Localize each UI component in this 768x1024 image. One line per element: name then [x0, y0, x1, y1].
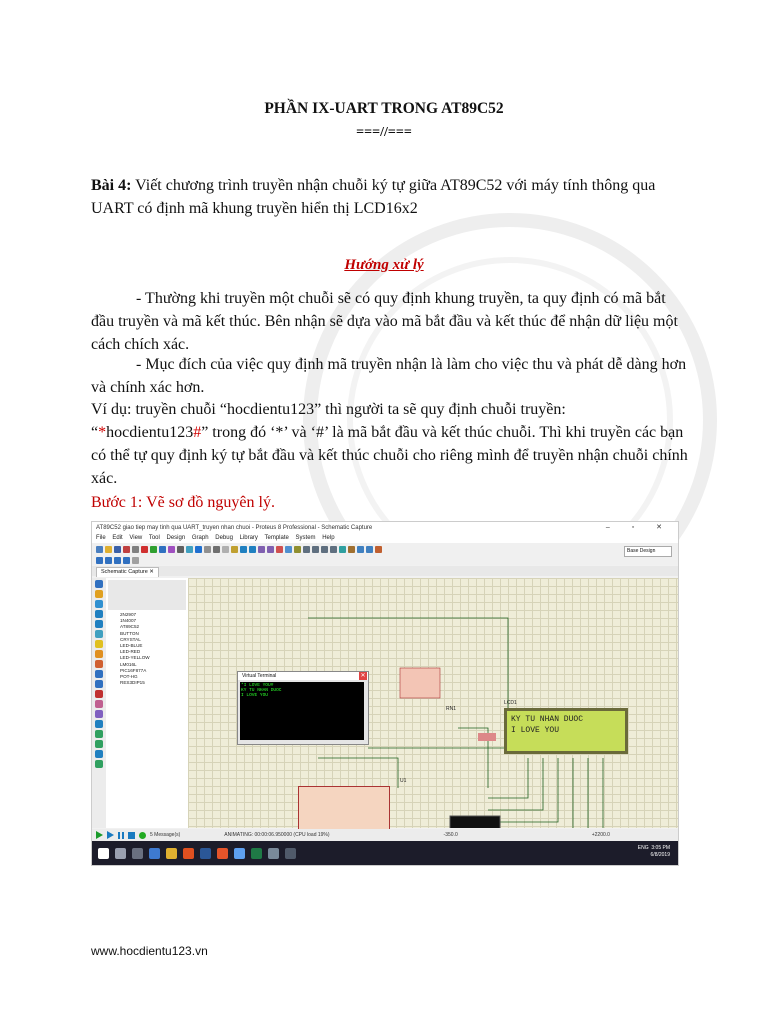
- example-end-code: #: [193, 424, 202, 441]
- copy-icon[interactable]: [285, 546, 292, 553]
- device-preview: [108, 580, 186, 610]
- search-icon[interactable]: [366, 546, 373, 553]
- block-delete-icon[interactable]: [330, 546, 337, 553]
- wire-label-icon[interactable]: [95, 610, 103, 618]
- menu-system[interactable]: System: [295, 535, 316, 541]
- menu-library[interactable]: Library: [239, 535, 258, 541]
- menu-edit[interactable]: Edit: [112, 535, 123, 541]
- print-icon[interactable]: [132, 546, 139, 553]
- lcd-display: [504, 708, 628, 754]
- mode-toolbar: [92, 578, 106, 828]
- mcu-label: U1: [400, 778, 407, 784]
- pan-icon[interactable]: [231, 546, 238, 553]
- example-word: hocdientu123: [106, 424, 194, 441]
- circle-icon[interactable]: [95, 740, 103, 748]
- step-icon[interactable]: [107, 831, 114, 839]
- menu-design[interactable]: Design: [166, 535, 186, 541]
- undo-icon[interactable]: [258, 546, 265, 553]
- device-item[interactable]: LED-BLUE: [120, 643, 143, 649]
- origin-icon[interactable]: [222, 546, 229, 553]
- example-rest: ” trong đó ‘*’ và ‘#’ là mã bắt đầu và kết thúc chuỗi. Thì khi truyền các bạn có thể tự quy định ký tự bắt đầu và kết thúc chuỗi cho riêng mình để truyền nhận chuỗi chính xác.: [91, 424, 688, 487]
- chrome-icon[interactable]: [217, 848, 228, 859]
- message-status-icon: [139, 832, 146, 839]
- task-label: Bài 4:: [91, 177, 132, 194]
- cut-icon[interactable]: [276, 546, 283, 553]
- lcd-line-1: KY TU NHAN DUOC: [511, 715, 584, 724]
- proteus-icon[interactable]: [268, 848, 279, 859]
- block-rotate-icon[interactable]: [321, 546, 328, 553]
- stop-icon[interactable]: [128, 832, 135, 839]
- message-count[interactable]: 5 Message(s): [150, 832, 181, 838]
- design-dropdown[interactable]: Base Design: [624, 546, 672, 557]
- wire-autorouter-icon[interactable]: [357, 546, 364, 553]
- resistor-network-label: RN1: [446, 706, 457, 712]
- menu-debug[interactable]: Debug: [215, 535, 233, 541]
- footer-url: www.hocdientu123.vn: [91, 944, 208, 958]
- example-paragraph: [91, 398, 691, 490]
- close-project-icon[interactable]: [123, 546, 130, 553]
- zoom-area-icon[interactable]: [105, 557, 112, 564]
- save-icon[interactable]: [114, 546, 121, 553]
- device-item[interactable]: RES3DIP15: [120, 680, 145, 686]
- file-explorer-icon[interactable]: [166, 848, 177, 859]
- device-item[interactable]: PIC16F877A: [120, 667, 147, 673]
- device-panel: [106, 578, 189, 828]
- task-view-icon[interactable]: [132, 848, 143, 859]
- coord-y: +2200.0: [591, 832, 610, 838]
- help-icon[interactable]: [195, 546, 202, 553]
- refresh-icon[interactable]: [204, 546, 211, 553]
- junction-icon[interactable]: [95, 600, 103, 608]
- system-tray: [638, 845, 670, 859]
- excel-icon[interactable]: [251, 848, 262, 859]
- home-icon[interactable]: [141, 546, 148, 553]
- device-item[interactable]: 1N4007: [120, 618, 137, 624]
- page-title: PHẦN IX-UART TRONG AT89C52: [264, 100, 504, 117]
- menu-file[interactable]: File: [96, 535, 106, 541]
- 3d-icon[interactable]: [168, 546, 175, 553]
- zoom-out-small-icon[interactable]: [123, 557, 130, 564]
- zoom-in-small-icon[interactable]: [114, 557, 121, 564]
- main-toolbar: [92, 543, 678, 555]
- windows-start-icon[interactable]: [98, 848, 109, 859]
- simulation-statusbar: [92, 829, 678, 841]
- skype-icon[interactable]: [234, 848, 245, 859]
- edge-icon[interactable]: [149, 848, 160, 859]
- device-item[interactable]: POT-HG: [120, 674, 138, 680]
- animating-status: ANIMATING: 00:00:06.950000 (CPU load 19%): [224, 832, 330, 838]
- redo-icon[interactable]: [267, 546, 274, 553]
- title-separator: ===//===: [356, 125, 412, 140]
- terminal-line: I LOVE YOU: [241, 693, 269, 698]
- zoom-out-icon[interactable]: [249, 546, 256, 553]
- gerber-icon[interactable]: [177, 546, 184, 553]
- tray-language[interactable]: ENG: [637, 845, 649, 851]
- device-item[interactable]: LM016L: [120, 661, 137, 667]
- box-icon[interactable]: [95, 730, 103, 738]
- pin-mode-icon[interactable]: [95, 660, 103, 668]
- menu-view[interactable]: View: [129, 535, 143, 541]
- block-move-icon[interactable]: [312, 546, 319, 553]
- tray-date[interactable]: 6/8/2019: [650, 852, 670, 858]
- generator-mode-icon[interactable]: [95, 690, 103, 698]
- close-icon[interactable]: ✕: [360, 673, 366, 679]
- example-detail: [91, 421, 691, 490]
- menu-bar: [92, 534, 678, 543]
- bom-icon[interactable]: [186, 546, 193, 553]
- tape-recorder-icon[interactable]: [95, 680, 103, 688]
- pcb-icon[interactable]: [159, 546, 166, 553]
- terminal-screen: [240, 682, 364, 740]
- property-tool-icon[interactable]: [375, 546, 382, 553]
- virtual-terminal-window[interactable]: [237, 671, 369, 745]
- window-controls[interactable]: – ▫ ✕: [605, 524, 672, 531]
- window-title: AT89C52 giao tiep may tinh qua UART_truyen nhan chuoi - Proteus 8 Professional - Schematic Capture: [96, 525, 373, 531]
- pause-icon[interactable]: [118, 832, 124, 839]
- device-list: [106, 612, 188, 686]
- menu-help[interactable]: Help: [322, 535, 335, 541]
- device-item[interactable]: 2N2907: [120, 612, 137, 617]
- windows-taskbar: [92, 841, 678, 865]
- lcd-label: LCD1: [504, 700, 517, 706]
- terminal-title: Virtual Terminal: [238, 672, 368, 680]
- lcd-line-2: I LOVE YOU: [511, 726, 560, 735]
- terminal-line: KY TU NHAN DUOC: [241, 688, 282, 693]
- block-copy-icon[interactable]: [303, 546, 310, 553]
- guide-heading: Hướng xử lý: [344, 257, 424, 273]
- tray-time[interactable]: 3:05 PM: [651, 845, 670, 851]
- voltage-probe-icon[interactable]: [95, 700, 103, 708]
- terminal-mode-icon[interactable]: [95, 650, 103, 658]
- open-folder-icon[interactable]: [105, 546, 112, 553]
- center-icon[interactable]: [132, 557, 139, 564]
- window-titlebar: [92, 522, 678, 534]
- tab-bar: [92, 566, 678, 576]
- firefox-icon[interactable]: [183, 848, 194, 859]
- search-icon[interactable]: [115, 848, 126, 859]
- zoom-in-icon[interactable]: [240, 546, 247, 553]
- play-icon[interactable]: [96, 831, 103, 839]
- example-open-quote: “: [91, 424, 99, 441]
- bus-icon[interactable]: [95, 630, 103, 638]
- virtual-instrument-icon[interactable]: [95, 710, 103, 718]
- example-start-code: *: [98, 424, 107, 441]
- pick-device-icon[interactable]: [339, 546, 346, 553]
- symbol-icon[interactable]: [95, 760, 103, 768]
- zoom-fit-icon[interactable]: [96, 557, 103, 564]
- make-device-icon[interactable]: [348, 546, 355, 553]
- paragraph-2: - Mục đích của việc quy định mã truyền nhận là làm cho việc thu và phát dễ dàng hơn và chính xác hơn.: [91, 356, 687, 396]
- terminal-line: *I LOVE YOU#: [241, 683, 274, 688]
- menu-tool[interactable]: Tool: [148, 535, 160, 541]
- paragraph-1: - Thường khi truyền một chuỗi sẽ có quy định khung truyền, ta quy định có mã bắt đầu truyền và mã kết thúc. Bên nhận sẽ dựa vào mã bắt đầu và kết thúc để nhận dữ liệu một cách chích xác.: [91, 290, 678, 353]
- graph-mode-icon[interactable]: [95, 670, 103, 678]
- example-line: Ví dụ: truyền chuỗi “hocdientu123” thì người ta sẽ quy định chuỗi truyền:: [91, 401, 566, 418]
- paste-icon[interactable]: [294, 546, 301, 553]
- device-item[interactable]: AT89C52: [120, 624, 140, 630]
- step-1-heading: Bước 1: Vẽ sơ đồ nguyên lý.: [91, 494, 275, 511]
- new-file-icon[interactable]: [96, 546, 103, 553]
- subcircuit-icon[interactable]: [95, 640, 103, 648]
- schematic-icon[interactable]: [150, 546, 157, 553]
- tab-schematic-capture[interactable]: Schematic Capture ✕: [96, 567, 159, 577]
- line-icon[interactable]: [95, 720, 103, 728]
- task-text: Viết chương trình truyền nhận chuỗi ký tự giữa AT89C52 với máy tính thông qua UART có định mã khung truyền hiển thị LCD16x2: [91, 177, 656, 217]
- menu-graph[interactable]: Graph: [191, 535, 209, 541]
- schematic-canvas[interactable]: [188, 578, 679, 828]
- component-mode-icon[interactable]: [95, 590, 103, 598]
- task-paragraph: [91, 174, 691, 220]
- word-icon[interactable]: [200, 848, 211, 859]
- coord-x: -350.0: [443, 832, 458, 838]
- device-item[interactable]: CRYSTAL: [120, 636, 141, 642]
- selection-mode-icon[interactable]: [95, 580, 103, 588]
- secondary-toolbar: [92, 555, 678, 565]
- device-item[interactable]: LED-RED: [120, 649, 141, 655]
- proteus-screenshot: [91, 521, 679, 866]
- arc-icon[interactable]: [95, 750, 103, 758]
- keil-icon[interactable]: [285, 848, 296, 859]
- device-item[interactable]: LED-YELLOW: [120, 655, 150, 661]
- menu-template[interactable]: Template: [264, 535, 289, 541]
- grid-icon[interactable]: [213, 546, 220, 553]
- device-item[interactable]: BUTTON: [120, 630, 139, 636]
- text-script-icon[interactable]: [95, 620, 103, 628]
